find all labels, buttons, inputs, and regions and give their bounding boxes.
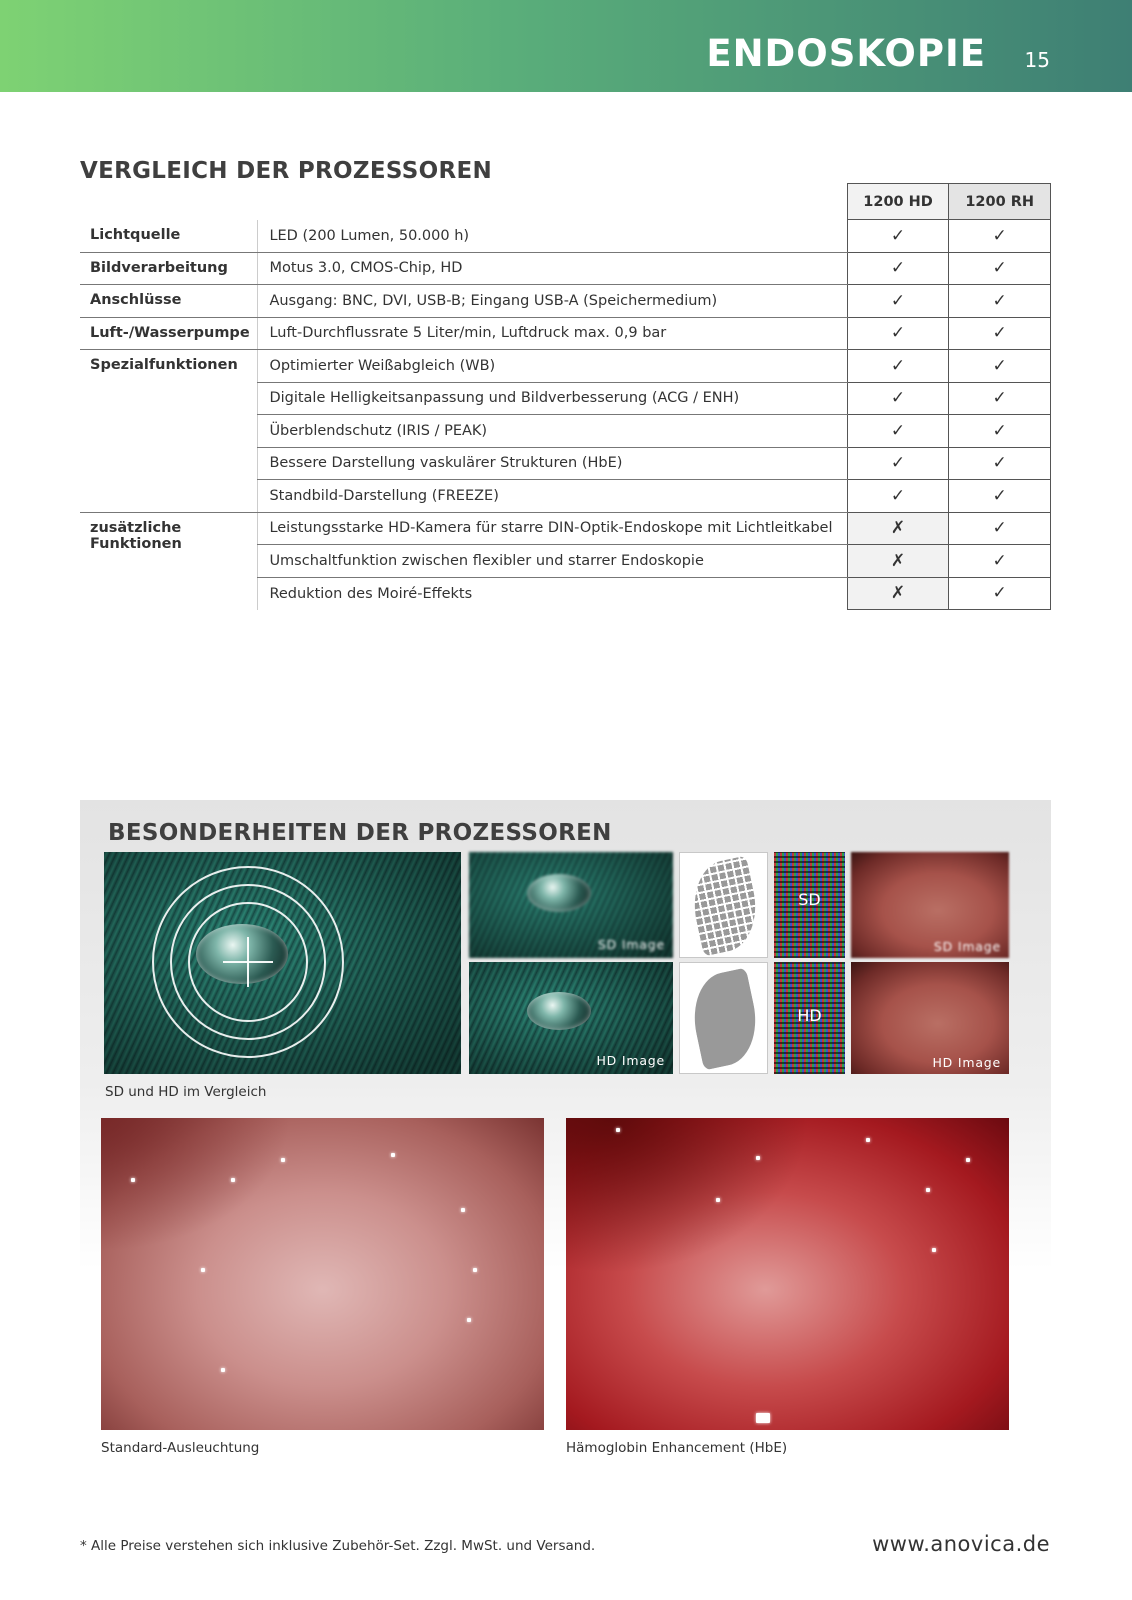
hd-endoscopy-label: HD Image	[932, 1055, 1001, 1070]
rh-availability-cell: ✓	[949, 512, 1051, 545]
feature-cell: Überblendschutz (IRIS / PEAK)	[258, 415, 847, 448]
hd-availability-cell: ✓	[847, 480, 949, 513]
table-row	[80, 285, 1051, 318]
category-cell: Lichtquelle	[80, 220, 258, 253]
column-header-1200hd: 1200 HD	[847, 184, 949, 220]
hd-feather-image	[469, 962, 673, 1074]
hbe-image	[566, 1118, 1009, 1430]
category-cell: zusätzliche Funktionen	[90, 519, 182, 552]
feature-cell: Umschaltfunktion zwischen flexibler und starrer Endoskopie	[258, 545, 847, 578]
feature-cell: Ausgang: BNC, DVI, USB-B; Eingang USB-A (Speichermedium)	[258, 285, 847, 318]
sd-grid-leaf	[679, 852, 768, 958]
rh-availability-cell: ✓	[949, 252, 1051, 285]
hd-availability-cell: ✓	[847, 382, 949, 415]
sd-pixel-tile	[774, 852, 845, 958]
column-header-1200rh: 1200 RH	[949, 184, 1051, 220]
hd-availability-cell: ✗	[847, 545, 949, 578]
category-cell: Bildverarbeitung	[80, 252, 258, 285]
rh-availability-cell: ✓	[949, 220, 1051, 253]
category-cell: Luft-/Wasserpumpe	[80, 317, 258, 350]
hd-availability-cell: ✓	[847, 220, 949, 253]
sd-label: SD	[798, 890, 821, 909]
hd-availability-cell: ✓	[847, 415, 949, 448]
hd-availability-cell: ✓	[847, 350, 949, 383]
sd-image-label: SD Image	[597, 937, 665, 952]
website-link[interactable]: www.anovica.de	[872, 1532, 1050, 1556]
page-title: ENDOSKOPIE	[706, 32, 986, 75]
comparison-table	[80, 183, 1051, 610]
category-cell: Anschlüsse	[80, 285, 258, 318]
hd-availability-cell: ✗	[847, 512, 949, 545]
hd-image-label: HD Image	[596, 1053, 665, 1068]
hd-availability-cell: ✓	[847, 285, 949, 318]
hd-availability-cell: ✓	[847, 317, 949, 350]
rh-availability-cell: ✓	[949, 577, 1051, 610]
feather-drop-image	[104, 852, 461, 1074]
rh-availability-cell: ✓	[949, 545, 1051, 578]
standard-illumination-image	[101, 1118, 544, 1430]
hbe-caption: Hämoglobin Enhancement (HbE)	[566, 1440, 788, 1456]
sd-hd-caption: SD und HD im Vergleich	[105, 1084, 267, 1100]
hd-pixel-tile	[774, 962, 845, 1074]
hd-label: HD	[797, 1006, 822, 1025]
features-title: BESONDERHEITEN DER PROZESSOREN	[108, 820, 612, 846]
sd-feather-image	[469, 852, 673, 958]
hd-availability-cell: ✓	[847, 447, 949, 480]
rh-availability-cell: ✓	[949, 480, 1051, 513]
sd-endoscopy-image	[851, 852, 1009, 958]
feature-cell: Optimierter Weißabgleich (WB)	[258, 350, 847, 383]
footnote: * Alle Preise verstehen sich inklusive Zubehör-Set. Zzgl. MwSt. und Versand.	[80, 1538, 596, 1554]
table-row	[80, 350, 1051, 383]
sd-endoscopy-label: SD Image	[933, 939, 1001, 954]
feature-cell: Standbild-Darstellung (FREEZE)	[258, 480, 847, 513]
rh-availability-cell: ✓	[949, 382, 1051, 415]
table-row	[80, 252, 1051, 285]
rh-availability-cell: ✓	[949, 350, 1051, 383]
feature-cell: Motus 3.0, CMOS-Chip, HD	[258, 252, 847, 285]
feature-cell: LED (200 Lumen, 50.000 h)	[258, 220, 847, 253]
page-number: 15	[1024, 48, 1050, 72]
table-header-row	[80, 184, 1051, 220]
feature-cell: Leistungsstarke HD-Kamera für starre DIN-Optik-Endoskope mit Lichtleitkabel	[258, 512, 847, 545]
category-cell: Spezialfunktionen	[80, 350, 258, 513]
feature-cell: Digitale Helligkeitsanpassung und Bildverbesserung (ACG / ENH)	[258, 382, 847, 415]
rh-availability-cell: ✓	[949, 317, 1051, 350]
standard-caption: Standard-Ausleuchtung	[101, 1440, 260, 1456]
feature-cell: Luft-Durchflussrate 5 Liter/min, Luftdruck max. 0,9 bar	[258, 317, 847, 350]
rh-availability-cell: ✓	[949, 447, 1051, 480]
hd-availability-cell: ✓	[847, 252, 949, 285]
rh-availability-cell: ✓	[949, 415, 1051, 448]
table-row	[80, 317, 1051, 350]
rh-availability-cell: ✓	[949, 285, 1051, 318]
table-row	[80, 512, 1051, 545]
table-row	[80, 220, 1051, 253]
comparison-title: VERGLEICH DER PROZESSOREN	[80, 158, 493, 184]
hd-grid-leaf	[679, 962, 768, 1074]
feature-cell: Bessere Darstellung vaskulärer Strukturen (HbE)	[258, 447, 847, 480]
feature-cell: Reduktion des Moiré-Effekts	[258, 577, 847, 610]
hd-endoscopy-image	[851, 962, 1009, 1074]
hd-availability-cell: ✗	[847, 577, 949, 610]
